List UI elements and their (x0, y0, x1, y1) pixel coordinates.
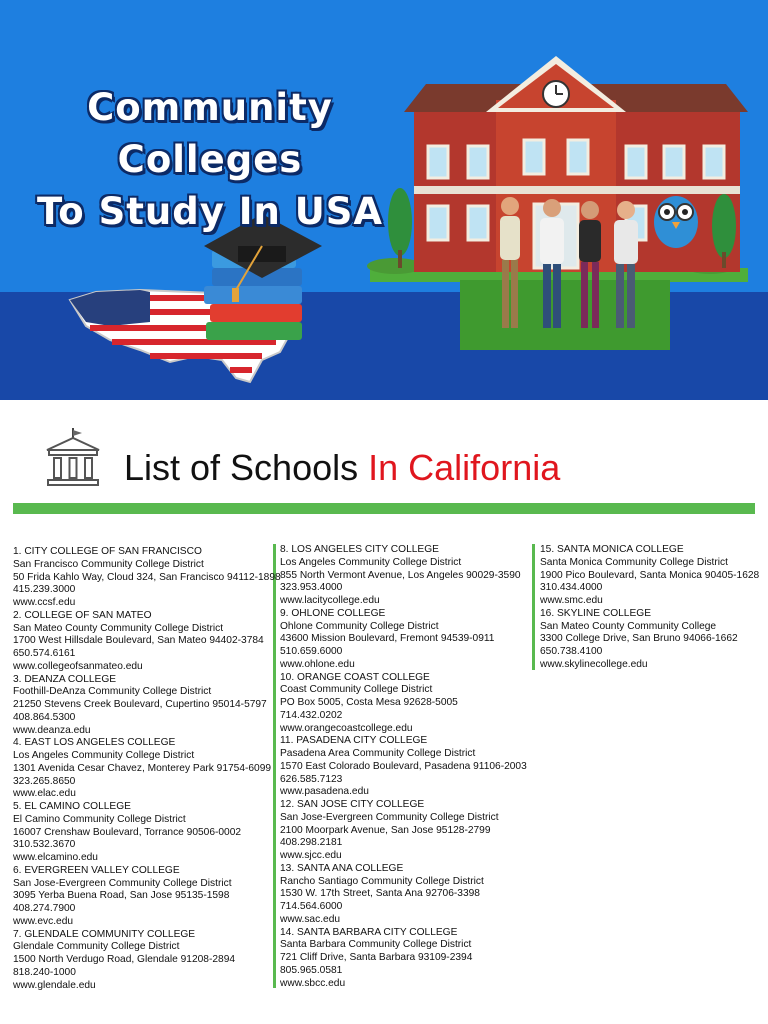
school-district: San Jose-Evergreen Community College District (13, 877, 232, 889)
school-address: 1301 Avenida Cesar Chavez, Monterey Park 91754-6099 (13, 762, 272, 774)
school-district: San Francisco Community College District (13, 558, 204, 570)
school-web[interactable]: www.elac.edu (13, 788, 76, 800)
school-entry (540, 544, 762, 608)
school-address: PO Box 5005, Costa Mesa 92628-5005 (280, 697, 458, 708)
school-entry (13, 674, 275, 738)
hero-title-line2: To Study In USA (36, 190, 384, 233)
school-address: 1700 West Hillsdale Boulevard, San Mateo 94402-3784 (13, 635, 264, 647)
school-address: 50 Frida Kahlo Way, Cloud 324, San Francisco 94112-1898 (13, 571, 281, 583)
school-entry (13, 546, 281, 610)
list-title-prefix: List of Schools (124, 447, 359, 488)
school-name: 12. SAN JOSE CITY COLLEGE (280, 799, 425, 810)
school-web[interactable]: www.sac.edu (280, 913, 341, 925)
school-phone: 626.585.7123 (280, 773, 343, 785)
school-web[interactable]: www.ccsf.edu (13, 597, 76, 608)
school-phone: 650.574.6161 (13, 648, 76, 659)
school-district: Glendale Community College District (13, 941, 180, 953)
school-name: 2. COLLEGE OF SAN MATEO (13, 609, 152, 621)
school-district: Santa Monica Community College District (540, 556, 728, 568)
school-phone: 323.953.4000 (280, 582, 343, 594)
school-phone: 714.564.6000 (280, 901, 343, 912)
school-entry (280, 672, 530, 736)
school-address: 1570 East Colorado Boulevard, Pasadena 91106-2003 (280, 760, 527, 772)
school-district: Pasadena Area Community College District (280, 748, 476, 759)
school-phone: 510.659.6000 (280, 646, 343, 657)
school-entry (13, 865, 275, 929)
school-web[interactable]: www.glendale.edu (13, 979, 96, 991)
school-phone: 650.738.4100 (540, 646, 603, 657)
school-district: San Mateo County Community College District (13, 622, 224, 634)
school-building-icon (404, 56, 748, 272)
school-phone: 415.239.3000 (13, 584, 76, 596)
school-web[interactable]: www.evc.edu (13, 915, 74, 927)
school-entry (13, 610, 275, 674)
school-district: Los Angeles Community College District (280, 556, 462, 568)
school-phone: 310.434.4000 (540, 582, 603, 594)
school-entry (13, 929, 275, 993)
school-web[interactable]: www.elcamino.edu (13, 852, 98, 863)
school-web[interactable]: www.orangecoastcollege.edu (280, 722, 413, 734)
school-district: Rancho Santiago Community College District (280, 875, 484, 887)
school-phone: 714.432.0202 (280, 709, 343, 721)
school-entry (280, 544, 530, 608)
school-web[interactable]: www.sbcc.edu (280, 977, 346, 989)
school-name: 5. EL CAMINO COLLEGE (13, 801, 131, 812)
school-phone: 818.240-1000 (13, 966, 76, 978)
school-entry (280, 608, 530, 672)
school-name: 9. OHLONE COLLEGE (280, 607, 386, 619)
hero-title (10, 82, 410, 238)
school-address: 3300 College Drive, San Bruno 94066-1662 (540, 633, 738, 645)
school-web[interactable]: www.pasadena.edu (280, 786, 369, 798)
school-name: 15. SANTA MONICA COLLEGE (540, 544, 684, 555)
school-column-2 (280, 544, 530, 990)
school-name: 13. SANTA ANA COLLEGE (280, 862, 404, 874)
green-divider (13, 503, 755, 514)
school-entry (540, 608, 762, 672)
school-district: Santa Barbara Community College District (280, 939, 472, 951)
hero-banner (0, 0, 768, 400)
school-name: 8. LOS ANGELES CITY COLLEGE (280, 544, 439, 555)
school-district: El Camino Community College District (13, 813, 186, 825)
school-district: Coast Community College District (280, 684, 433, 696)
school-address: 855 North Vermont Avenue, Los Angeles 90029-3590 (280, 569, 521, 581)
school-web[interactable]: www.ohlone.edu (280, 658, 355, 670)
school-name: 6. EVERGREEN VALLEY COLLEGE (13, 864, 180, 876)
school-address: 43600 Mission Boulevard, Fremont 94539-0911 (280, 633, 495, 645)
school-web[interactable]: www.smc.edu (540, 595, 603, 606)
school-address: 16007 Crenshaw Boulevard, Torrance 90506-0002 (13, 826, 242, 838)
school-name: 14. SANTA BARBARA CITY COLLEGE (280, 926, 458, 938)
school-address: 1500 North Verdugo Road, Glendale 91208-2894 (13, 954, 236, 965)
school-district: Foothill-DeAnza Community College District (13, 686, 212, 698)
school-name: 7. GLENDALE COMMUNITY COLLEGE (13, 928, 196, 940)
school-web[interactable]: www.deanza.edu (13, 724, 91, 736)
school-phone: 408.864.5300 (13, 711, 76, 723)
school-entry (13, 801, 275, 865)
school-phone: 408.298.2181 (280, 837, 343, 849)
school-name: 1. CITY COLLEGE OF SAN FRANCISCO (13, 546, 202, 557)
school-column-3 (540, 544, 762, 672)
school-address: 1530 W. 17th Street, Santa Ana 92706-3398 (280, 888, 480, 900)
list-title-accent: In California (368, 447, 561, 488)
school-phone: 323.265.8650 (13, 775, 76, 787)
school-phone: 408.274.7900 (13, 903, 76, 914)
school-web[interactable]: www.collegeofsanmateo.edu (13, 660, 143, 672)
school-web[interactable]: www.skylinecollege.edu (540, 658, 648, 670)
school-name: 11. PASADENA CITY COLLEGE (280, 735, 428, 747)
school-address: 1900 Pico Boulevard, Santa Monica 90405-1628 (540, 569, 760, 581)
school-address: 721 Cliff Drive, Santa Barbara 93109-2394 (280, 952, 473, 963)
hero-title-line1: Community Colleges (87, 86, 333, 181)
school-name: 10. ORANGE COAST COLLEGE (280, 671, 430, 683)
school-entry (280, 927, 530, 991)
school-name: 4. EAST LOS ANGELES COLLEGE (13, 737, 176, 749)
school-address: 2100 Moorpark Avenue, San Jose 95128-2799 (280, 824, 491, 836)
bank-building-icon (44, 424, 102, 488)
school-web[interactable]: www.sjcc.edu (280, 850, 342, 861)
school-entry (13, 737, 275, 801)
school-district: San Jose-Evergreen Community College District (280, 811, 499, 823)
school-address: 3095 Yerba Buena Road, San Jose 95135-1598 (13, 890, 230, 902)
school-entry (280, 863, 530, 927)
school-district: San Mateo County Community College (540, 620, 717, 632)
school-phone: 310.532.3670 (13, 839, 76, 851)
owl-mascot-icon (654, 196, 698, 248)
school-name: 3. DEANZA COLLEGE (13, 673, 117, 685)
school-phone: 805.965.0581 (280, 964, 343, 976)
school-entry (280, 735, 530, 799)
school-entry (280, 799, 530, 863)
school-address: 21250 Stevens Creek Boulevard, Cupertino 95014-5797 (13, 699, 267, 710)
school-web[interactable]: www.lacitycollege.edu (280, 595, 380, 606)
column-divider (532, 544, 535, 670)
school-district: Ohlone Community College District (280, 620, 439, 632)
school-district: Los Angeles Community College District (13, 750, 195, 761)
school-column-1 (13, 546, 281, 992)
list-title (124, 446, 560, 490)
school-name: 16. SKYLINE COLLEGE (540, 607, 651, 619)
